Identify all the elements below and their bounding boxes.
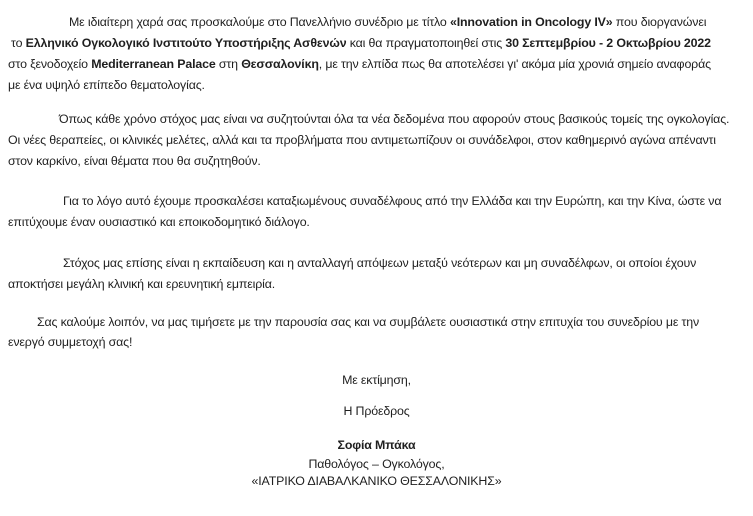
text: στη [215,57,242,71]
text: που διοργανώνει [612,15,707,29]
text: το [11,36,26,50]
event-dates: 30 Σεπτεμβρίου - 2 Οκτωβρίου 2022 [505,36,711,50]
paragraph-line: με ένα υψηλό επίπεδο θεματολογίας. [8,78,205,92]
signer-title: Παθολόγος – Ογκολόγος, [308,457,445,471]
paragraph-line [8,56,711,72]
paragraph-line: Όπως κάθε χρόνο στόχος μας είναι να συζητούνται όλα τα νέα δεδομένα που αφορούν στους βασικούς τομείς της ογκολογίας. [59,112,730,126]
signer-role: Η Πρόεδρος [343,404,410,418]
text: Με ιδιαίτερη χαρά σας προσκαλούμε στο Πανελλήνιο συνέδριο με τίτλο [69,15,450,29]
paragraph-line: Για το λόγο αυτό έχουμε προσκαλέσει καταξιωμένους συναδέλφους από την Ελλάδα και την Ευρώπη, και την Κίνα, ώστε να [63,194,722,208]
text: και θα πραγματοποιηθεί στις [346,36,506,50]
paragraph-line: Σας καλούμε λοιπόν, να μας τιμήσετε με την παρουσία σας και να συμβάλετε ουσιαστικά στην επιτυχία του συνεδρίου με την [37,315,700,329]
city-name: Θεσσαλονίκη [241,57,319,71]
regards-line: Με εκτίμηση, [342,373,411,387]
paragraph-line: ενεργό συμμετοχή σας! [8,335,133,349]
signer-name: Σοφία Μπάκα [337,438,416,452]
paragraph-line [11,35,711,51]
conference-title: «Innovation in Oncology IV» [449,15,613,29]
paragraph-line: επιτύχουμε έναν ουσιαστικό και εποικοδομητικό διάλογο. [8,215,310,229]
paragraph-line: Οι νέες θεραπείες, οι κλινικές μελέτες, αλλά και τα προβλήματα που αντιμετωπίζουν οι συνάδελφοι, στον καθημερινό αγώνα απέναντι [8,133,716,147]
venue-name: Mediterranean Palace [91,57,216,71]
paragraph-line [69,14,706,30]
text: στο ξενοδοχείο [8,57,92,71]
paragraph-line: αποκτήσει μεγάλη κλινική και ερευνητική εμπειρία. [8,277,276,291]
paragraph-line: Στόχος μας επίσης είναι η εκπαίδευση και η ανταλλαγή απόψεων μεταξύ νεότερων και μη συναδέλφων, οι οποίοι έχουν [63,256,697,270]
signer-hospital: «ΙΑΤΡΙΚΟ ΔΙΑΒΑΛΚΑΝΙΚΟ ΘΕΣΣΑΛΟΝΙΚΗΣ» [251,474,502,488]
text: , με την ελπίδα πως θα αποτελέσει γι' ακόμα μία χρονιά σημείο αναφοράς [318,57,711,71]
organizer-name: Ελληνικό Ογκολογικό Ινστιτούτο Υποστήριξης Ασθενών [25,36,347,50]
paragraph-line: στον καρκίνο, είναι θέματα που θα συζητηθούν. [8,154,261,168]
